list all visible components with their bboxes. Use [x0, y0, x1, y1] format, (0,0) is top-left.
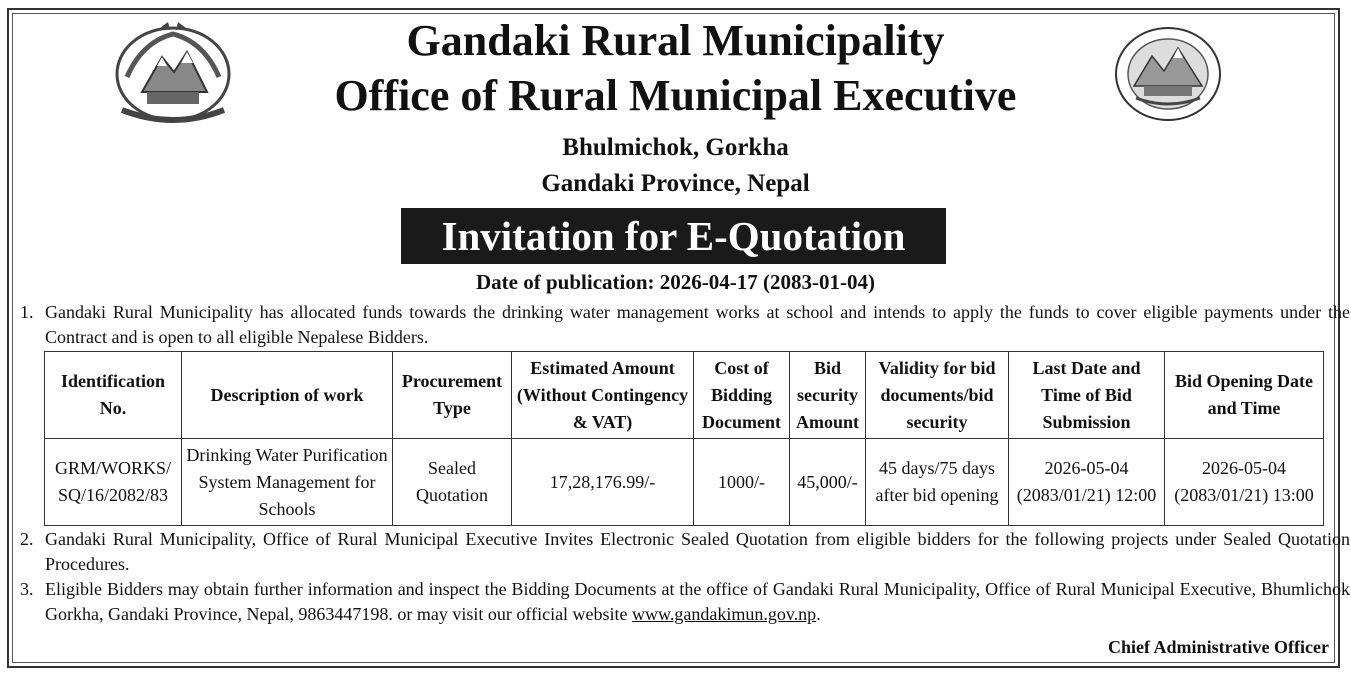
paragraph-text: Gandaki Rural Municipality, Office of Rural Municipal Executive Invites Electronic Sealed Quotation from eligible bidders for the following projects under Sealed Quotation Procedures. [45, 529, 1350, 574]
address-line-2: Gandaki Province, Nepal [541, 170, 810, 197]
table-header-row [45, 352, 1324, 439]
table-cell: 45 days/75 days after bid opening [866, 439, 1009, 526]
paragraph-text [45, 577, 1350, 627]
paragraph-number: 3. [20, 579, 34, 599]
notice-header [0, 14, 1351, 202]
quotation-table [44, 351, 1324, 526]
paragraph-text: Gandaki Rural Municipality has allocated funds towards the drinking water management works at school and intends to apply the funds to cover eligible payments under the Contract and is open to all eligible Nepalese Bidders. [45, 302, 1350, 347]
column-header: Bid security Amount [790, 352, 866, 439]
table-cell: GRM/WORKS/ SQ/16/2082/83 [45, 439, 182, 526]
paragraph-text-before-link: Eligible Bidders may obtain further information and inspect the Bidding Documents at the office of Gandaki Rural Municipality, Office of Rural Municipal Executive, Bhumlichok Gorkha, Gandaki Province, Nepal, 9863447198. or may visit our official website [45, 579, 1350, 624]
publication-date: Date of publication: 2026-04-17 (2083-01-04) [476, 270, 875, 294]
invitation-banner: Invitation for E-Quotation [401, 208, 946, 264]
column-header: Validity for bid documents/bid security [866, 352, 1009, 439]
address-line-1: Bhulmichok, Gorkha [562, 134, 789, 161]
office-title: Office of Rural Municipal Executive [334, 71, 1017, 120]
column-header: Cost of Bidding Document [694, 352, 790, 439]
table-row [45, 439, 1324, 526]
municipality-title: Gandaki Rural Municipality [406, 16, 945, 65]
column-header: Description of work [182, 352, 393, 439]
table-cell: Sealed Quotation [393, 439, 512, 526]
table-cell: Drinking Water Purification System Management for Schools [182, 439, 393, 526]
paragraph-text-after-link: . [816, 604, 821, 624]
signature-title: Chief Administrative Officer [1108, 637, 1329, 657]
column-header: Procurement Type [393, 352, 512, 439]
table-cell: 2026-05-04 (2083/01/21) 13:00 [1165, 439, 1324, 526]
column-header: Bid Opening Date and Time [1165, 352, 1324, 439]
paragraph-number: 1. [20, 302, 34, 322]
column-header: Last Date and Time of Bid Submission [1009, 352, 1165, 439]
column-header: Estimated Amount (Without Contingency & VAT) [512, 352, 694, 439]
table-cell: 17,28,176.99/- [512, 439, 694, 526]
table-cell: 45,000/- [790, 439, 866, 526]
column-header: Identification No. [45, 352, 182, 439]
paragraph-number: 2. [20, 529, 34, 549]
table-cell: 1000/- [694, 439, 790, 526]
table-cell: 2026-05-04 (2083/01/21) 12:00 [1009, 439, 1165, 526]
website-link[interactable]: www.gandakimun.gov.np [632, 604, 817, 624]
